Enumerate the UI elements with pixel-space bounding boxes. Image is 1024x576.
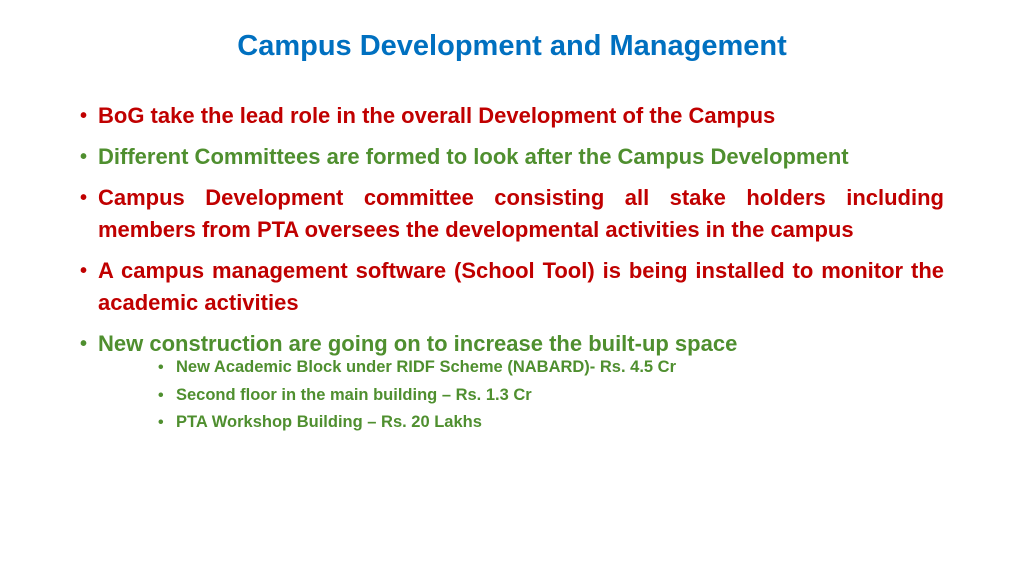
sub-bullet-dot: •: [158, 359, 164, 376]
sub-bullet-text: PTA Workshop Building – Rs. 20 Lakhs: [176, 413, 482, 431]
sub-bullet-text: Second floor in the main building – Rs. 1.3 Cr: [176, 385, 532, 404]
sub-bullet-item: [158, 382, 944, 410]
slide-title: Campus Development and Management: [237, 30, 787, 62]
bullet-text: New construction are going on to increase the built-up space: [98, 331, 738, 356]
bullet-dot: •: [80, 333, 88, 355]
sub-bullet-text: New Academic Block under RIDF Scheme (NABARD)- Rs. 4.5 Cr: [176, 358, 677, 376]
sub-bullet-list: [158, 354, 944, 437]
bullet-text: Different Committees are formed to look after the Campus Development: [98, 144, 849, 169]
sub-bullet-dot: •: [158, 414, 164, 431]
bullet-text: Campus Development committee consisting all stake holders including members from PTA oversees the developmental activities in the campus: [98, 185, 944, 242]
bullet-dot: •: [80, 260, 88, 282]
bullet-text: A campus management software (School Tool) is being installed to monitor the academic activities: [98, 258, 944, 315]
bullet-list: [78, 100, 944, 446]
bullet-dot: •: [80, 105, 88, 127]
bullet-dot: •: [80, 146, 88, 168]
bullet-item: [78, 100, 944, 132]
bullet-text: BoG take the lead role in the overall Development of the Campus: [98, 103, 776, 128]
bullet-item: [78, 255, 944, 319]
sub-bullet-item: [158, 354, 944, 382]
sub-bullet-dot: •: [158, 386, 164, 404]
bullet-item: [78, 182, 944, 246]
bullet-item: [78, 328, 944, 437]
bullet-item: [78, 141, 944, 173]
sub-bullet-item: [158, 409, 944, 437]
bullet-dot: •: [80, 187, 88, 209]
